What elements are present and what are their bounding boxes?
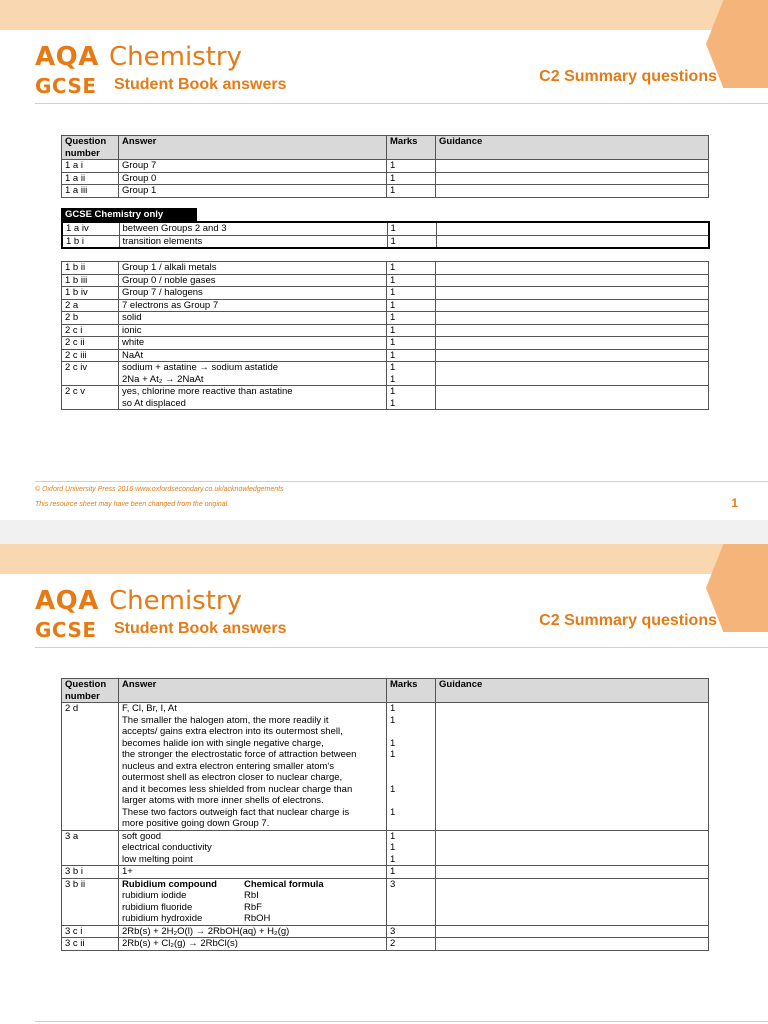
top-band xyxy=(0,0,768,30)
question-cell: 3 a xyxy=(62,830,119,866)
guidance-cell xyxy=(436,185,709,198)
guidance-cell xyxy=(436,235,709,248)
formula-col-header: Chemical formula xyxy=(244,878,324,890)
marks-cell xyxy=(387,830,436,866)
table-row xyxy=(62,337,709,350)
guidance-cell xyxy=(436,386,709,410)
table-row xyxy=(62,878,709,925)
footer-divider xyxy=(35,1021,768,1022)
answer-line: The smaller the halogen atom, the more readily it xyxy=(122,714,329,726)
compound-name: rubidium fluoride xyxy=(122,901,193,913)
guidance-cell xyxy=(436,703,709,831)
answer-line: outermost shell as electron closer to nuclear charge, xyxy=(122,772,343,783)
guidance-cell xyxy=(436,866,709,879)
answer-line: becomes halide ion with single negative charge, xyxy=(122,737,324,749)
compound-formula: RbI xyxy=(244,890,259,901)
table-row xyxy=(62,386,709,410)
marks-cell: 3 xyxy=(387,878,436,925)
table-row xyxy=(62,938,709,951)
table-row xyxy=(62,324,709,337)
marks-cell xyxy=(387,386,436,410)
compound-name: rubidium hydroxide xyxy=(122,913,203,924)
answer-cell: NaAt xyxy=(119,349,387,362)
answer-cell: between Groups 2 and 3 xyxy=(119,222,387,235)
header-question-number: Question number xyxy=(62,136,119,160)
aqa-logo: AQA xyxy=(35,586,99,616)
mark-line: 1 xyxy=(390,386,396,397)
marks-cell: 1 xyxy=(387,185,436,198)
guidance-cell xyxy=(436,337,709,350)
answer-cell xyxy=(119,830,387,866)
gcse-chemistry-only-banner: GCSE Chemistry only xyxy=(61,208,197,221)
marks-cell: 1 xyxy=(387,274,436,287)
guidance-cell xyxy=(436,299,709,312)
table-row xyxy=(62,185,709,198)
answer-line: low melting point xyxy=(122,853,193,865)
answer-cell: 7 electrons as Group 7 xyxy=(119,299,387,312)
answer-cell: 1+ xyxy=(119,866,387,879)
question-cell: 1 b i xyxy=(62,235,119,248)
page-gap xyxy=(0,520,768,544)
table-row xyxy=(62,172,709,185)
question-cell: 2 c i xyxy=(62,324,119,337)
mark-line: 1 xyxy=(390,703,396,714)
answer-line: nucleus and extra electron entering smaller atom's xyxy=(122,760,334,772)
guidance-cell xyxy=(436,349,709,362)
question-cell: 1 a iv xyxy=(62,222,119,235)
section-title: C2 Summary questions xyxy=(539,68,717,85)
answer-cell: solid xyxy=(119,312,387,325)
table-row xyxy=(62,703,709,831)
answer-cell xyxy=(119,362,387,386)
question-cell: 3 b ii xyxy=(62,878,119,925)
table-header-row xyxy=(62,136,709,160)
header-question-number: Question number xyxy=(62,679,119,703)
question-cell: 1 a ii xyxy=(62,172,119,185)
chemistry-title: Chemistry xyxy=(109,42,242,72)
marks-cell: 1 xyxy=(387,299,436,312)
mark-line xyxy=(390,761,432,773)
top-band xyxy=(0,544,768,574)
mark-line: 1 xyxy=(390,362,396,373)
gcse-label: GCSE xyxy=(35,618,97,642)
mark-line: 1 xyxy=(390,853,396,865)
marks-cell: 1 xyxy=(387,222,436,235)
mark-line: 1 xyxy=(390,783,396,795)
header-answer: Answer xyxy=(119,136,387,160)
table-row xyxy=(62,312,709,325)
compound-col-header: Rubidium compound xyxy=(122,878,217,890)
answer-line: more positive going down Group 7. xyxy=(122,818,270,829)
answer-cell: Group 7 / halogens xyxy=(119,287,387,300)
table-row xyxy=(62,299,709,312)
compound-formula: RbOH xyxy=(244,913,271,924)
table-row xyxy=(62,866,709,879)
question-cell: 3 c ii xyxy=(62,938,119,951)
guidance-cell xyxy=(436,324,709,337)
question-cell: 1 a iii xyxy=(62,185,119,198)
answer-cell xyxy=(119,878,387,925)
answer-line: so At displaced xyxy=(122,397,186,409)
gcse-label: GCSE xyxy=(35,74,97,98)
answers-table-3 xyxy=(61,261,709,410)
marks-cell: 1 xyxy=(387,287,436,300)
table-row xyxy=(62,362,709,386)
mark-line: 1 xyxy=(390,714,396,726)
answer-cell: 2Rb(s) + 2H₂O(l) → 2RbOH(aq) + H₂(g) xyxy=(119,925,387,938)
mark-line xyxy=(390,795,432,807)
header-divider xyxy=(35,647,768,648)
guidance-cell xyxy=(436,172,709,185)
answer-cell: Group 0 / noble gases xyxy=(119,274,387,287)
marks-cell: 1 xyxy=(387,160,436,173)
table-row xyxy=(62,160,709,173)
answer-cell: Group 1 xyxy=(119,185,387,198)
question-cell: 1 b ii xyxy=(62,262,119,275)
footer-note: This resource sheet may have been changed from the original. xyxy=(35,501,230,508)
answer-cell: Group 7 xyxy=(119,160,387,173)
marks-cell: 1 xyxy=(387,262,436,275)
page-2 xyxy=(0,544,768,1024)
marks-cell: 1 xyxy=(387,349,436,362)
mark-line: 1 xyxy=(390,397,396,409)
marks-cell xyxy=(387,362,436,386)
answer-line: F, Cl, Br, I, At xyxy=(122,703,177,714)
answer-line: and it becomes less shielded from nuclear charge than xyxy=(122,783,353,795)
student-book-answers: Student Book answers xyxy=(114,620,287,637)
marks-cell: 2 xyxy=(387,938,436,951)
marks-cell: 1 xyxy=(387,337,436,350)
table-header-row xyxy=(62,679,709,703)
answer-line: 2Na + At₂ → 2NaAt xyxy=(122,373,204,385)
compound-row xyxy=(122,890,383,902)
compound-formula: RbF xyxy=(244,901,262,913)
question-cell: 1 a i xyxy=(62,160,119,173)
answer-line: yes, chlorine more reactive than astatine xyxy=(122,386,293,397)
answer-line: These two factors outweigh fact that nuclear charge is xyxy=(122,806,350,818)
question-cell: 3 b i xyxy=(62,866,119,879)
answer-line: electrical conductivity xyxy=(122,842,212,853)
mark-line: 1 xyxy=(390,830,396,842)
question-cell: 1 b iii xyxy=(62,274,119,287)
mark-line: 1 xyxy=(390,806,396,818)
marks-cell: 1 xyxy=(387,235,436,248)
answer-line: the stronger the electrostatic force of attraction between xyxy=(122,749,357,760)
marks-cell: 1 xyxy=(387,324,436,337)
answer-line: larger atoms with more inner shells of electrons. xyxy=(122,795,324,806)
marks-cell: 1 xyxy=(387,312,436,325)
question-cell: 2 b xyxy=(62,312,119,325)
guidance-cell xyxy=(436,287,709,300)
answer-cell xyxy=(119,703,387,831)
aqa-logo: AQA xyxy=(35,42,99,72)
header-guidance: Guidance xyxy=(436,136,709,160)
guidance-cell xyxy=(436,830,709,866)
footer-copyright: © Oxford University Press 2016 www.oxfordsecondary.co.uk/acknowledgements xyxy=(35,486,284,493)
guidance-cell xyxy=(436,925,709,938)
chemistry-title: Chemistry xyxy=(109,586,242,616)
mark-line: 1 xyxy=(390,373,396,385)
answer-cell: transition elements xyxy=(119,235,387,248)
guidance-cell xyxy=(436,362,709,386)
header-marks: Marks xyxy=(387,679,436,703)
footer-divider xyxy=(35,481,768,482)
answer-cell: white xyxy=(119,337,387,350)
guidance-cell xyxy=(436,160,709,173)
mark-line xyxy=(390,726,432,738)
answer-line: soft good xyxy=(122,830,162,842)
table-row xyxy=(62,235,709,248)
mark-line xyxy=(390,818,432,830)
marks-cell xyxy=(387,703,436,831)
table-row xyxy=(62,262,709,275)
guidance-cell xyxy=(436,274,709,287)
table-row xyxy=(62,349,709,362)
header-marks: Marks xyxy=(387,136,436,160)
question-cell: 2 c iv xyxy=(62,362,119,386)
answers-table-1 xyxy=(61,135,709,198)
answer-cell: Group 0 xyxy=(119,172,387,185)
question-cell: 2 c ii xyxy=(62,337,119,350)
answer-line: accepts/ gains extra electron into its outermost shell, xyxy=(122,726,343,737)
answer-cell xyxy=(119,386,387,410)
question-cell: 2 c v xyxy=(62,386,119,410)
guidance-cell xyxy=(436,222,709,235)
mark-line: 1 xyxy=(390,842,396,853)
table-row xyxy=(62,274,709,287)
question-cell: 2 d xyxy=(62,703,119,831)
mark-line: 1 xyxy=(390,737,396,749)
compound-name: rubidium iodide xyxy=(122,890,187,901)
question-cell: 3 c i xyxy=(62,925,119,938)
guidance-cell xyxy=(436,312,709,325)
header-divider xyxy=(35,103,768,104)
header-answer: Answer xyxy=(119,679,387,703)
question-cell: 1 b iv xyxy=(62,287,119,300)
marks-cell: 1 xyxy=(387,866,436,879)
table-row xyxy=(62,830,709,866)
mark-line xyxy=(390,772,432,784)
marks-cell: 1 xyxy=(387,172,436,185)
compound-header xyxy=(122,879,383,891)
question-cell: 2 c iii xyxy=(62,349,119,362)
page-number: 1 xyxy=(731,496,738,510)
answer-cell: Group 1 / alkali metals xyxy=(119,262,387,275)
answers-table-page-2 xyxy=(61,678,709,951)
table-row xyxy=(62,222,709,235)
guidance-cell xyxy=(436,938,709,951)
marks-cell: 3 xyxy=(387,925,436,938)
compound-row xyxy=(122,913,383,925)
table-row xyxy=(62,287,709,300)
answer-cell: ionic xyxy=(119,324,387,337)
student-book-answers: Student Book answers xyxy=(114,76,287,93)
guidance-cell xyxy=(436,262,709,275)
answer-cell: 2Rb(s) + Cl₂(g) → 2RbCl(s) xyxy=(119,938,387,951)
section-title: C2 Summary questions xyxy=(539,612,717,629)
mark-line: 1 xyxy=(390,749,396,760)
question-cell: 2 a xyxy=(62,299,119,312)
guidance-cell xyxy=(436,878,709,925)
header-guidance: Guidance xyxy=(436,679,709,703)
answer-line: sodium + astatine → sodium astatide xyxy=(122,362,279,373)
compound-row xyxy=(122,902,383,914)
table-row xyxy=(62,925,709,938)
gcse-only-table xyxy=(61,221,710,249)
